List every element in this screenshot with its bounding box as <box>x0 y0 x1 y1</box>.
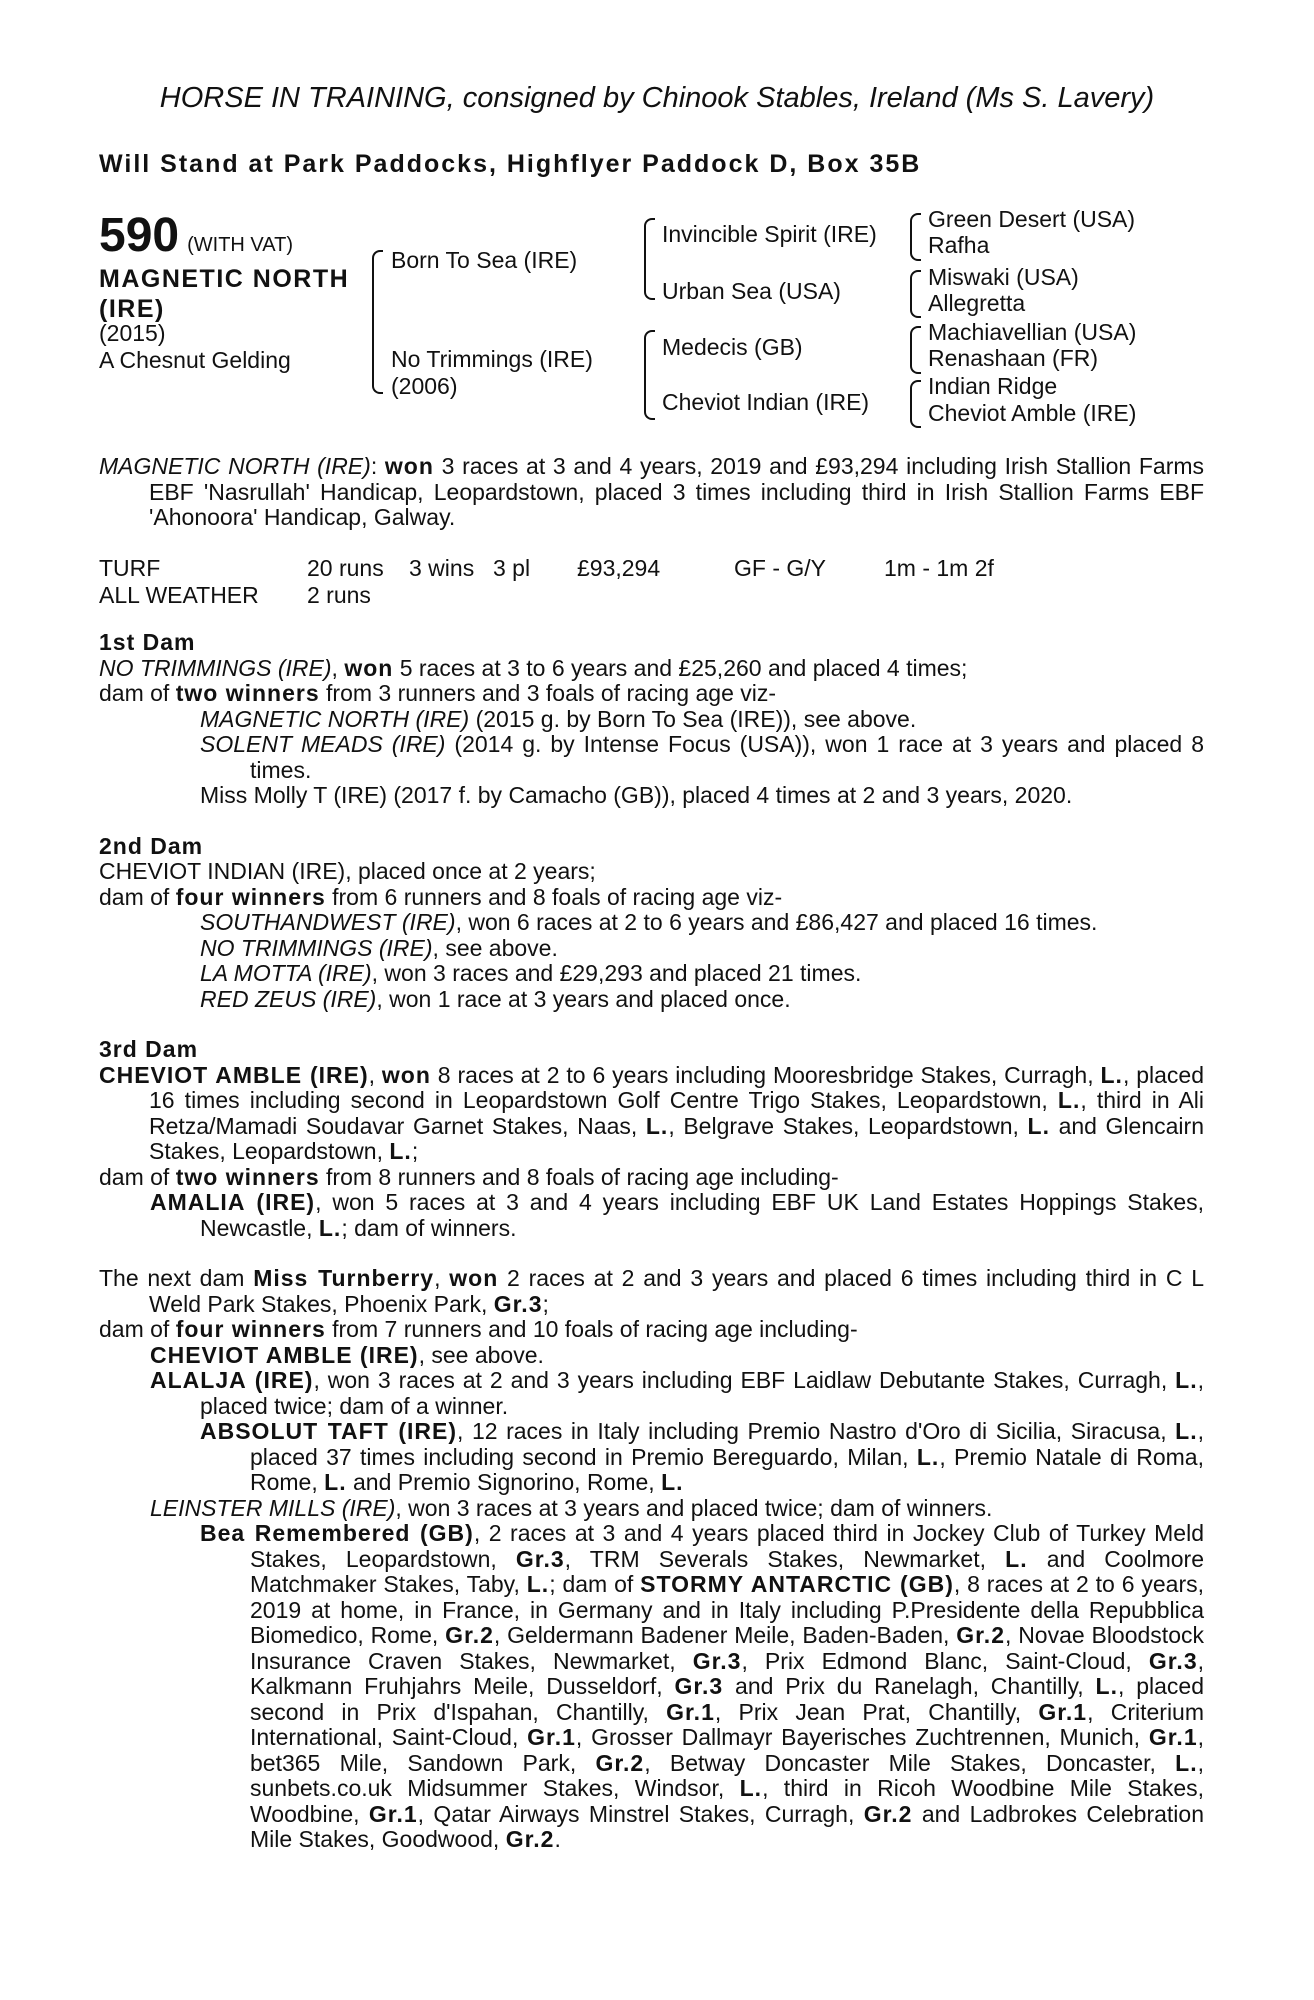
grade: L. <box>318 1214 342 1241</box>
text: , placed second in Prix d'Ispahan, Chantilly, <box>250 1673 1204 1725</box>
text: , placed 16 times including second in Leopardstown Golf Centre Trigo Stakes, Leopardstown, <box>149 1061 1204 1113</box>
pedigree-ggs-1: Green Desert (USA) <box>928 206 1136 232</box>
text: , see above. <box>418 1341 544 1368</box>
stats-row-turf <box>99 555 994 582</box>
grade: L. <box>1057 1087 1081 1113</box>
text: and Premio Signorino, Rome, <box>346 1469 662 1495</box>
stats-cell: 20 runs <box>307 555 384 581</box>
text: , won 3 races and £29,293 and placed 21 times. <box>371 960 862 986</box>
third-dam-paragraph <box>99 1063 1204 1165</box>
pedigree-brace-2 <box>910 270 921 318</box>
text: dam of <box>99 680 176 706</box>
grade: L. <box>661 1469 684 1495</box>
grade: Gr.3 <box>515 1545 565 1572</box>
second-dam-heading: 2nd Dam <box>99 832 204 859</box>
text: , placed 37 times including second in Premio Bereguardo, Milan, <box>250 1418 1205 1470</box>
second-dam-offspring-3 <box>200 961 1204 987</box>
next-dam-grandoffspring-2 <box>200 1521 1204 1853</box>
stats-cell: 2 runs <box>307 582 371 608</box>
text: , third in Ricoh Woodbine Mile Stakes, Woodbine, <box>250 1775 1204 1827</box>
winners-count: four winners <box>175 883 326 910</box>
grade: Gr.2 <box>505 1826 555 1852</box>
pedigree-ggs-4: Allegretta <box>928 290 1026 316</box>
text: The next dam <box>99 1265 254 1291</box>
grade: L. <box>1175 1418 1198 1444</box>
text: , Grosser Dallmayr Bayerisches Zuchtrennen, Munich, <box>575 1724 1149 1750</box>
text: ; dam of winners. <box>341 1214 517 1241</box>
pedigree-dam-year: (2006) <box>391 373 458 399</box>
second-dam-offspring-2 <box>200 936 1204 962</box>
summary-paragraph <box>99 454 1204 531</box>
grade: L. <box>1175 1749 1198 1776</box>
stats-cell: £93,294 <box>577 555 661 581</box>
pedigree-ggs-6: Renashaan (FR) <box>928 345 1099 371</box>
offspring-name: AMALIA (IRE) <box>150 1189 316 1215</box>
text: ; <box>411 1138 419 1164</box>
second-dam-produce-line <box>99 885 1204 911</box>
grade: Gr.1 <box>1148 1724 1198 1750</box>
text: 5 races at 3 to 6 years and £25,260 and placed 4 times; <box>393 654 968 681</box>
third-dam-offspring-1 <box>150 1190 1204 1241</box>
text: , see above. <box>432 934 558 961</box>
text: , Geldermann Badener Meile, Baden-Baden, <box>493 1622 957 1648</box>
text: , Criterium International, Saint-Cloud, <box>250 1698 1205 1750</box>
text: dam of <box>99 1163 176 1190</box>
first-dam-offspring-2 <box>200 732 1204 783</box>
stats-cell: 3 pl <box>493 555 531 581</box>
catalogue-heading: HORSE IN TRAINING, consigned by Chinook Stables, Ireland (Ms S. Lavery) <box>159 82 1155 114</box>
horse-name-line1: MAGNETIC NORTH <box>99 265 350 293</box>
text: , sunbets.co.uk Midsummer Stakes, Windsor, <box>250 1749 1204 1801</box>
won-label: won <box>344 654 394 681</box>
text: , 2 races at 3 and 4 years placed third in Jockey Club of Turkey Meld Stakes, Leopardstown, <box>250 1520 1204 1572</box>
text: , TRM Severals Stakes, Newmarket, <box>564 1545 1006 1572</box>
offspring-name: MAGNETIC NORTH (IRE) <box>200 705 470 732</box>
pedigree-ggs-2: Rafha <box>928 232 990 258</box>
grade: Gr.3 <box>493 1290 543 1317</box>
grade: L. <box>739 1775 763 1801</box>
text: , 12 races in Italy including Premio Nastro d'Oro di Sicilia, Siracusa, <box>457 1418 1176 1444</box>
pedigree-ggs-8: Cheviot Amble (IRE) <box>928 400 1137 426</box>
next-dam-offspring-2 <box>150 1368 1204 1419</box>
text: (2014 g. by Intense Focus (USA)), won 1 race at 3 years and placed 8 times. <box>250 731 1204 783</box>
offspring-name: ALALJA (IRE) <box>150 1367 314 1393</box>
grade: Gr.1 <box>527 1724 576 1750</box>
horse-info <box>99 320 291 374</box>
vat-note: (WITH VAT) <box>187 234 293 256</box>
pedigree-brace-dam-line <box>644 330 655 420</box>
second-dam-line: CHEVIOT INDIAN (IRE), placed once at 2 years; <box>99 858 596 884</box>
text: , Kalkmann Fruhjahrs Meile, Dusseldorf, <box>250 1647 1205 1699</box>
text: , won 6 races at 2 to 6 years and £86,427 and placed 16 times. <box>455 909 1098 935</box>
text: . <box>554 1826 561 1852</box>
offspring-name: RED ZEUS (IRE) <box>200 985 377 1012</box>
text: , <box>434 1265 450 1291</box>
pedigree-brace-4 <box>910 380 921 428</box>
dam-sections <box>99 630 1204 1853</box>
pedigree-dam-sire: Medecis (GB) <box>662 334 803 360</box>
text: , won 1 race at 3 years and placed once. <box>376 985 791 1012</box>
horse-name <box>99 264 349 324</box>
grade: Gr.2 <box>956 1622 1005 1648</box>
next-dam-offspring-1 <box>150 1343 1204 1369</box>
grade: L. <box>1027 1112 1050 1139</box>
text: and Ladbrokes Celebration Mile Stakes, Goodwood, <box>250 1800 1204 1852</box>
text: , third in Ali Retza/Mamadi Soudavar Garnet Stakes, Naas, <box>149 1087 1205 1139</box>
offspring-name: SOLENT MEADS (IRE) <box>200 731 446 757</box>
text: , <box>368 1061 382 1088</box>
dam-name: Miss Turnberry <box>253 1265 435 1291</box>
offspring-name: ABSOLUT TAFT (IRE) <box>200 1418 457 1444</box>
grade: L. <box>1175 1367 1198 1393</box>
pedigree-dam: No Trimmings (IRE) <box>391 346 593 372</box>
first-dam-offspring-1 <box>200 707 1204 733</box>
grade: Gr.1 <box>666 1698 715 1725</box>
text: , placed twice; dam of a winner. <box>200 1367 1204 1419</box>
text: , won 5 races at 3 and 4 years including EBF UK Land Estates Hoppings Stakes, Newcastle, <box>200 1189 1205 1241</box>
offspring-name: LEINSTER MILLS (IRE) <box>150 1494 396 1521</box>
grade: Gr.2 <box>595 1749 645 1776</box>
text: , Novae Bloodstock Insurance Craven Stakes, Newmarket, <box>250 1622 1204 1674</box>
grade: L. <box>389 1138 412 1164</box>
grade: Gr.2 <box>863 1800 913 1827</box>
text: 2 races at 2 and 3 years and placed 6 times including third in C L Weld Park Stakes, Phoenix Park, <box>149 1265 1205 1317</box>
pedigree-brace-3 <box>910 326 921 374</box>
next-dam-offspring-3 <box>150 1496 1204 1522</box>
text: and Coolmore Matchmaker Stakes, Taby, <box>250 1545 1205 1597</box>
winners-count: four winners <box>175 1316 326 1342</box>
grade: Gr.1 <box>1038 1698 1088 1725</box>
text: , Qatar Airways Minstrel Stakes, Curragh, <box>417 1800 864 1827</box>
text: dam of <box>99 883 176 910</box>
stats-cell: 1m - 1m 2f <box>884 555 994 581</box>
text: from 3 runners and 3 foals of racing age viz- <box>319 680 777 706</box>
text: , won 3 races at 2 and 3 years including EBF Laidlaw Debutante Stakes, Curragh, <box>313 1367 1176 1393</box>
grade: L. <box>526 1571 550 1597</box>
pedigree-dam-dam: Cheviot Indian (IRE) <box>662 389 870 415</box>
racing-stats-table <box>99 555 994 609</box>
horse-description: A Chesnut Gelding <box>99 347 291 373</box>
offspring-name: STORMY ANTARCTIC (GB) <box>640 1571 954 1597</box>
text: , won 3 races at 3 years and placed twice; dam of winners. <box>395 1494 993 1521</box>
text: , Prix Edmond Blanc, Saint-Cloud, <box>741 1647 1149 1674</box>
text: , <box>331 654 345 681</box>
won-label: won <box>449 1265 499 1291</box>
horse-name-line2: (IRE) <box>99 295 165 323</box>
text: ; dam of <box>549 1571 641 1597</box>
won-label: won <box>381 1061 431 1088</box>
pedigree-ggs-5: Machiavellian (USA) <box>928 319 1137 345</box>
lot-number <box>99 208 293 263</box>
next-dam-grandoffspring-1 <box>200 1419 1204 1496</box>
text: from 8 runners and 8 foals of racing age including- <box>319 1163 839 1190</box>
offspring-name: SOUTHANDWEST (IRE) <box>200 909 456 935</box>
offspring-name: CHEVIOT AMBLE (IRE) <box>150 1341 419 1368</box>
first-dam-produce-line <box>99 681 1204 707</box>
pedigree-ggs-7: Indian Ridge <box>928 373 1058 399</box>
pedigree-sire-sire: Invincible Spirit (IRE) <box>662 221 877 247</box>
grade: Gr.2 <box>445 1622 494 1648</box>
text: and Glencairn Stakes, Leopardstown, <box>149 1112 1204 1164</box>
summary-won: won <box>384 453 434 479</box>
pedigree-sire: Born To Sea (IRE) <box>391 247 578 273</box>
stats-cell: TURF <box>99 555 161 581</box>
text: dam of <box>99 1316 176 1342</box>
pedigree-brace-sire-dam <box>372 250 383 394</box>
text: , Premio Natale di Roma, Rome, <box>250 1443 1204 1495</box>
venue-line: Will Stand at Park Paddocks, Highflyer Paddock D, Box 35B <box>99 150 922 178</box>
grade: L. <box>645 1112 669 1139</box>
text: , Betway Doncaster Mile Stakes, Doncaster, <box>644 1749 1176 1776</box>
grade: Gr.3 <box>692 1647 742 1674</box>
text: and Prix du Ranelagh, Chantilly, <box>723 1673 1096 1699</box>
pedigree-brace-1 <box>910 213 921 261</box>
winners-count: two winners <box>175 680 320 706</box>
text: from 7 runners and 10 foals of racing age including- <box>325 1316 858 1342</box>
stats-cell: 3 wins <box>409 555 475 581</box>
pedigree-brace-sire-line <box>644 218 655 300</box>
text: ; <box>542 1290 549 1317</box>
second-dam-offspring-1 <box>200 910 1204 936</box>
grade: L. <box>1100 1061 1123 1088</box>
next-dam-produce-line <box>99 1317 1204 1343</box>
grade: L. <box>1005 1545 1028 1572</box>
text: , 8 races at 2 to 6 years, 2019 at home, in France, in Germany and in Italy including P.Presidente della Repubblica Biomedico, Rome, <box>250 1571 1205 1648</box>
offspring-name: LA MOTTA (IRE) <box>200 960 372 986</box>
summary-sep: : <box>370 453 385 479</box>
stats-cell: GF - G/Y <box>734 555 826 581</box>
grade: L. <box>1095 1673 1118 1699</box>
third-dam-heading: 3rd Dam <box>99 1036 199 1062</box>
text: from 6 runners and 8 foals of racing age viz- <box>325 883 783 910</box>
text: , Prix Jean Prat, Chantilly, <box>714 1698 1039 1725</box>
text: (2015 g. by Born To Sea (IRE)), see above. <box>469 705 917 732</box>
race-summary <box>99 454 1204 531</box>
second-dam-offspring-4 <box>200 987 1204 1013</box>
text: , bet365 Mile, Sandown Park, <box>250 1724 1205 1776</box>
text: 8 races at 2 to 6 years including Mooresbridge Stakes, Curragh, <box>430 1061 1101 1088</box>
first-dam-name: NO TRIMMINGS (IRE) <box>99 654 332 681</box>
pedigree-sire-dam: Urban Sea (USA) <box>662 278 841 304</box>
grade: L. <box>916 1443 940 1470</box>
winners-count: two winners <box>175 1163 320 1190</box>
stats-row-all-weather <box>99 582 994 609</box>
first-dam-offspring-3: Miss Molly T (IRE) (2017 f. by Camacho (GB)), placed 4 times at 2 and 3 years, 2020. <box>200 782 1073 808</box>
offspring-name: Bea Remembered (GB) <box>200 1520 474 1546</box>
dam-name: CHEVIOT AMBLE (IRE) <box>99 1061 369 1088</box>
third-dam-produce-line <box>99 1165 1204 1191</box>
summary-horse-name: MAGNETIC NORTH (IRE) <box>99 453 371 479</box>
lot-number-value: 590 <box>99 209 180 262</box>
offspring-name: NO TRIMMINGS (IRE) <box>200 934 433 961</box>
stats-cell: ALL WEATHER <box>99 582 259 608</box>
grade: L. <box>324 1469 347 1495</box>
first-dam-heading: 1st Dam <box>99 629 196 655</box>
next-dam-paragraph <box>99 1266 1204 1317</box>
grade: Gr.1 <box>368 1800 418 1827</box>
grade: Gr.3 <box>1148 1647 1198 1674</box>
foaling-year: (2015) <box>99 320 166 346</box>
summary-text: 3 races at 3 and 4 years, 2019 and £93,294 including Irish Stallion Farms EBF 'Nasrullah' Handicap, Leopardstown, placed 3 times including third in Irish Stallion Farms EBF 'Ahonoora' Handicap, Galway. <box>149 453 1205 530</box>
text: , Belgrave Stakes, Leopardstown, <box>668 1112 1028 1139</box>
grade: Gr.3 <box>674 1673 724 1699</box>
first-dam-line <box>99 656 1204 682</box>
pedigree-ggs-3: Miswaki (USA) <box>928 264 1079 290</box>
